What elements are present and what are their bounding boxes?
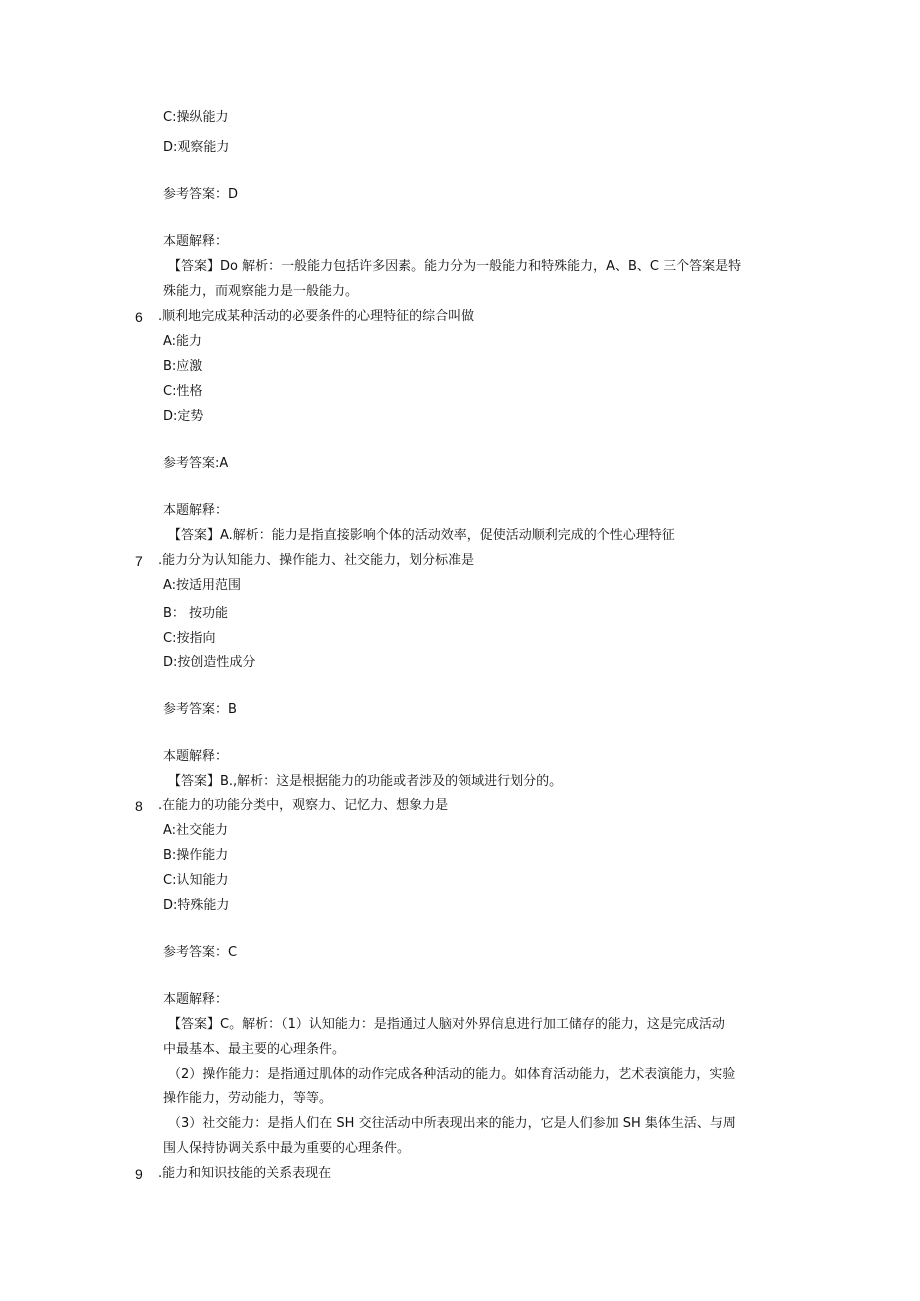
option-c: C:性格 (163, 384, 203, 399)
explanation-line: （3）社交能力：是指人们在 SH 交往活动中所表现出来的能力，它是人们参加 SH 集体生活、与周 (168, 1116, 736, 1131)
reference-answer: 参考答案：B (163, 702, 237, 717)
question-number: 8 (135, 798, 143, 814)
option-a: A:社交能力 (163, 823, 229, 838)
option-d: D:按创造性成分 (163, 655, 256, 670)
explanation-line: （2）操作能力：是指通过肌体的动作完成各种活动的能力。如体育活动能力，艺术表演能力，实验 (168, 1067, 736, 1082)
reference-answer: 参考答案：C (163, 945, 238, 960)
explanation-line: 操作能力，劳动能力，等等。 (163, 1091, 333, 1106)
explanation-line: 【答案】Do 解析：一般能力包括许多因素。能力分为一般能力和特殊能力，A、B、C 三个答案是特 (168, 259, 742, 274)
explanation-line: 【答案】B.,解析：这是根据能力的功能或者涉及的领域进行划分的。 (168, 774, 563, 789)
explanation-label: 本题解释： (163, 749, 229, 764)
option-c: C:按指向 (163, 631, 216, 646)
explanation-label: 本题解释： (163, 234, 229, 249)
explanation-line: 【答案】A.解析：能力是指直接影响个体的活动效率，促使活动顺利完成的个性心理特征 (168, 528, 675, 543)
reference-answer: 参考答案:A (163, 456, 229, 471)
option-c: C:认知能力 (163, 873, 229, 888)
option-a: A:按适用范围 (163, 578, 242, 593)
question-text: .顺利地完成某种活动的必要条件的心理特征的综合叫做 (158, 309, 475, 324)
option-c: C:操纵能力 (163, 110, 229, 125)
option-b: B:操作能力 (163, 848, 229, 863)
explanation-line: 中最基本、最主要的心理条件。 (163, 1042, 346, 1057)
question-number: 7 (135, 553, 143, 569)
option-a: A:能力 (163, 334, 203, 349)
question-text: .能力和知识技能的关系表现在 (158, 1166, 332, 1181)
explanation-label: 本题解释： (163, 503, 229, 518)
question-number: 9 (135, 1166, 143, 1182)
question-number: 6 (135, 309, 143, 325)
option-b: B:应激 (163, 359, 203, 374)
option-b: B： 按功能 (163, 606, 229, 621)
question-text: .能力分为认知能力、操作能力、社交能力，划分标准是 (158, 553, 475, 568)
explanation-line: 殊能力，而观察能力是一般能力。 (163, 284, 359, 299)
option-d: D:定势 (163, 409, 204, 424)
explanation-line: 【答案】C。解析：（1）认知能力：是指通过人脑对外界信息进行加工储存的能力，这是完成活动 (168, 1017, 725, 1032)
explanation-label: 本题解释： (163, 992, 229, 1007)
option-d: D:特殊能力 (163, 898, 230, 913)
explanation-line: 围人保持协调关系中最为重要的心理条件。 (163, 1141, 411, 1156)
question-text: .在能力的功能分类中，观察力、记忆力、想象力是 (158, 798, 449, 813)
reference-answer: 参考答案：D (163, 187, 239, 202)
option-d: D:观察能力 (163, 140, 230, 155)
